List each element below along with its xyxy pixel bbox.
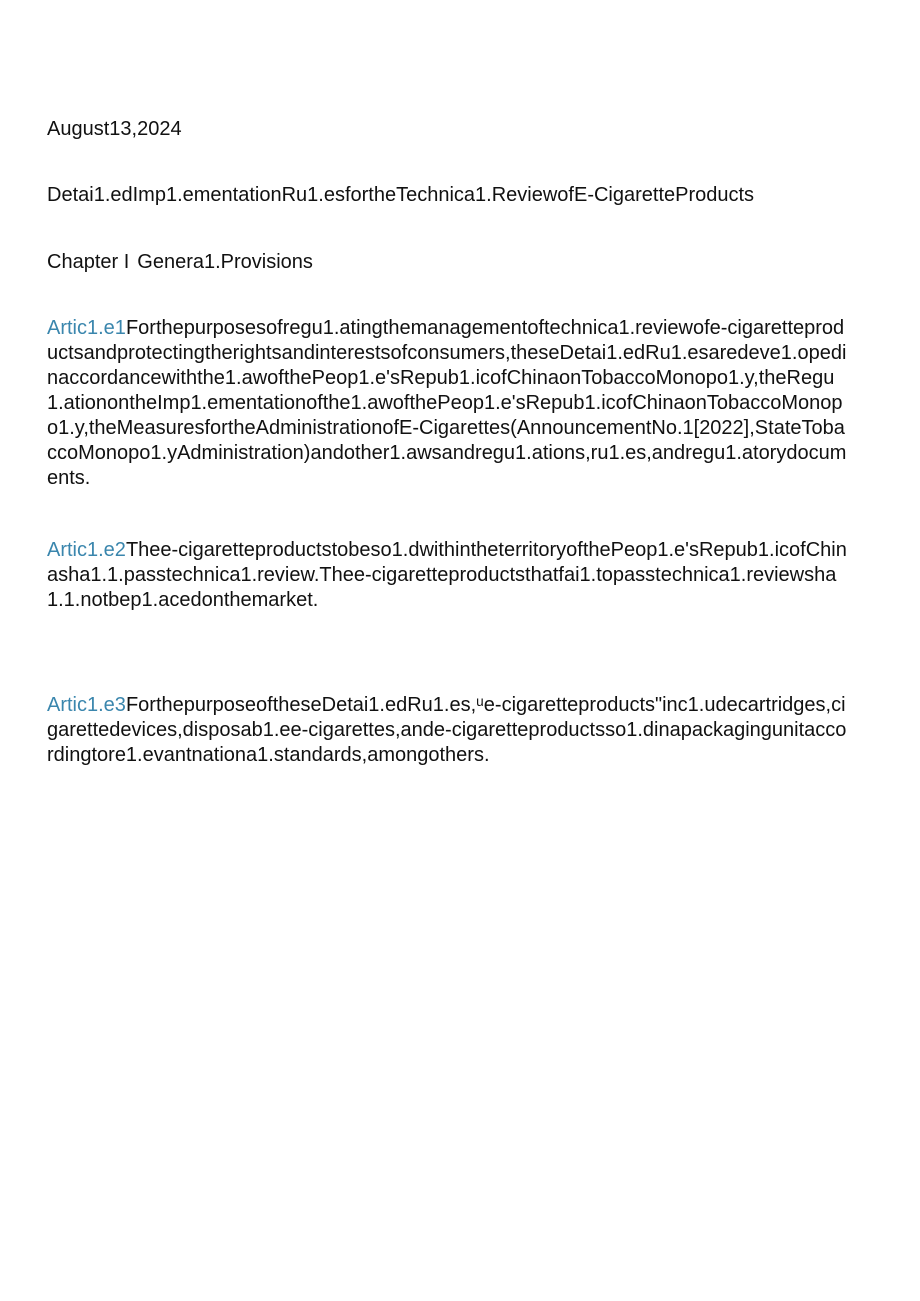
article-text: Forthepurposesofregu1.atingthemanagementoftechnica1.reviewofe-cigaretteproductsandprotectingtherightsandinterestsofconsumers,theseDetai1.edRu1.esaredeve1.opedinaccordancewiththe1.awofthePeop1.e'sRepub1.icofChinaonTobaccoMonopo1.y,theRegu1.ationontheImp1.ementationofthe1.awofthePeop1.e'sRepub1.icofChinaonTobaccoMonopo1.y,theMeasuresfortheAdministrationofE-Cigarettes(AnnouncementNo.1[2022],StateTobaccoMonopo1.yAdministration)andother1.awsandregu1.ations,ru1.es,andregu1.atorydocuments. [47, 317, 847, 489]
article-label: Artic1.e3 [47, 694, 126, 716]
article-1 [47, 316, 847, 491]
chapter-number: Chapter I [47, 251, 130, 273]
document-date: August13,2024 [47, 118, 182, 140]
chapter-heading [47, 250, 313, 274]
article-label: Artic1.e2 [47, 539, 126, 561]
article-2 [47, 538, 847, 613]
article-3 [47, 693, 847, 768]
document-title: Detai1.edImp1.ementationRu1.esfortheTechnica1.ReviewofE-CigaretteProducts [47, 184, 755, 206]
article-label: Artic1.e1 [47, 317, 126, 339]
article-text: Thee-cigaretteproductstobeso1.dwithintheterritoryofthePeop1.e'sRepub1.icofChinasha1.1.passtechnica1.review.Thee-cigaretteproductsthatfai1.topasstechnica1.reviewsha1.1.notbep1.acedonthemarket. [47, 539, 847, 611]
chapter-title: Genera1.Provisions [137, 251, 313, 273]
article-text: ForthepurposeoftheseDetai1.edRu1.es,ᵘe-cigaretteproducts"inc1.udecartridges,cigarettedevices,disposab1.ee-cigarettes,ande-cigaretteproductsso1.dinapackagingunitaccordingtore1.evantnationa1.standards,amongothers. [47, 694, 847, 766]
